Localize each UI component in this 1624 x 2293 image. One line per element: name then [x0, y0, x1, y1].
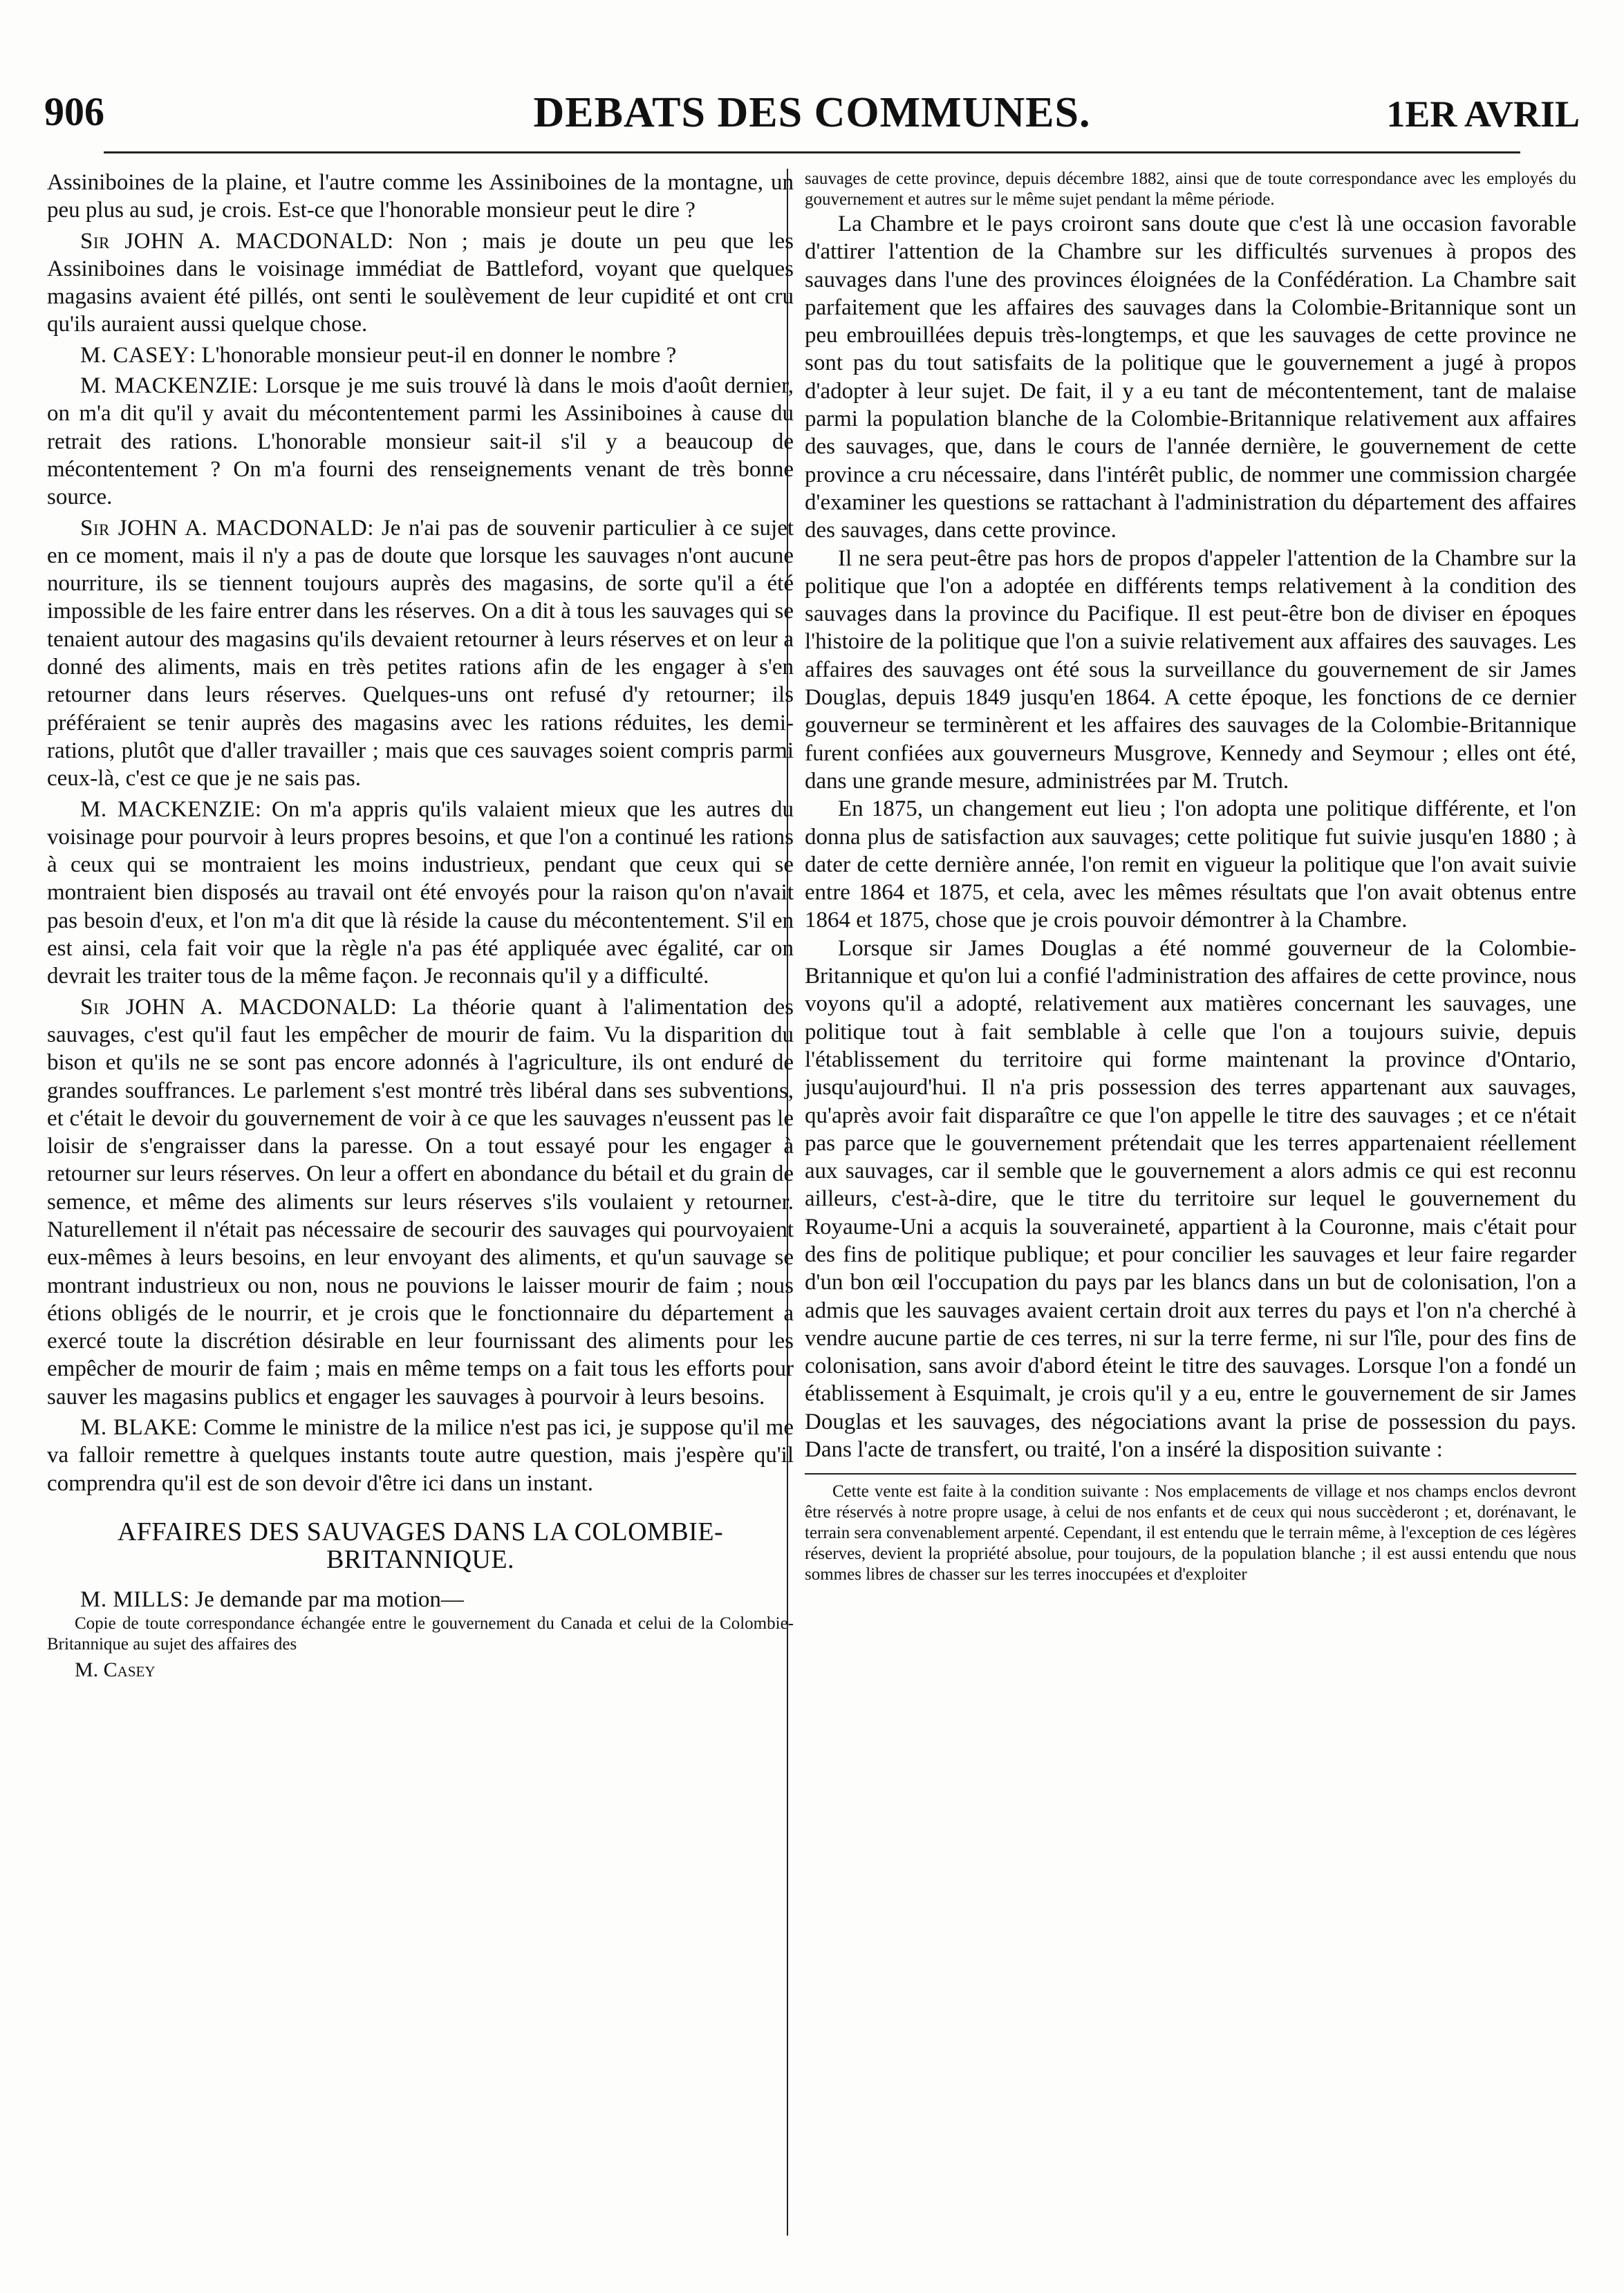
page-header — [44, 88, 1580, 144]
speech-text: : L'honorable monsieur peut-il en donner le nombre ? — [189, 342, 677, 368]
right-column — [805, 169, 1576, 1585]
page-date: 1ER AVRIL — [1386, 93, 1580, 135]
motion-continuation: sauvages de cette province, depuis décembre 1882, ainsi que de toute correspondance avec les employés du gouvernement et autres sur le même sujet pendant la même période. — [805, 169, 1576, 209]
section-heading: AFFAIRES DES SAUVAGES DANS LA COLOMBIE-BRITANNIQUE. — [117, 1517, 724, 1574]
motion-text: Copie de toute correspondance échangée entre le gouvernement du Canada et celui de la Colombie-Britannique au sujet des affaires des — [47, 1614, 794, 1654]
speech-text: : Comme le ministre de la milice n'est pas ici, je suppose qu'il me va falloir remettre à quelques instants toute autre question, mais j'espère qu'il comprendra qu'il est de son devoir d'être ici dans un instant. — [47, 1415, 794, 1496]
speech — [47, 993, 794, 1411]
speaker: M. MILLS — [80, 1587, 183, 1612]
header-rule — [104, 151, 1520, 153]
speaker: Sir JOHN A. MACDONALD — [80, 994, 391, 1020]
speech-text: : Je n'ai pas de souvenir particulier à ce sujet en ce moment, mais il n'y a pas de doute que lorsque les sauvages n'ont aucune nourriture, ils se tiennent toujours auprès des magasins, de sorte qu'il a été impossible de les faire entrer dans les réserves. On a dit à tous les sauvages qui se tenaient autour des magasins qu'ils devaient retourner à leurs réserves et on leur a donné des aliments, mais en très petites rations afin de les engager à s'en retourner dans leurs réserves. Quelques-uns ont refusé d'y retourner; ils préféraient se tenir auprès des magasins avec les rations réduites, les demi-rations, plutôt que d'aller travailler ; mais que ces sauvages soient compris parmi ceux-là, c'est ce que je ne sais pas. — [47, 515, 794, 792]
motion-signature: M. Casey — [75, 1658, 156, 1682]
speech — [47, 341, 794, 369]
speaker: Sir JOHN A. MACDONALD — [80, 515, 368, 541]
speech — [47, 372, 794, 511]
page-number: 906 — [44, 89, 104, 134]
speaker: M. MACKENZIE — [80, 373, 252, 399]
paragraph: Il ne sera peut-être pas hors de propos d'appeler l'attention de la Chambre sur la politique que l'on a adoptée en différents temps relativement à la condition des sauvages dans la province du Pacifique. Il est peut-être bon de diviser en époques l'histoire de la politique que l'on a suivie relativement aux affaires des sauvages. Les affaires des sauvages ont été sous la surveillance du gouvernement de sir James Douglas, depuis 1849 jusqu'en 1864. A cette époque, les fonctions de ce dernier gouverneur se terminèrent et les affaires des sauvages de la Colombie-Britannique furent confiées aux gouverneurs Musgrove, Kennedy and Seymour ; elles ont été, dans une grande mesure, administrées par M. Trutch. — [805, 545, 1576, 794]
speech-text: : On m'a appris qu'ils valaient mieux que les autres du voisinage pour pourvoir à leurs propres besoins, et que l'on a continué les rations à ceux qui se montraient les moins industrieux, pendant que ceux qui se montraient bien disposés au travail ont été envoyés pour la raison qu'on n'avait pas besoin d'eux, et l'on m'a dit que là réside la cause du mécontentement. S'il en est ainsi, cela fait voir que la règle n'a pas été appliquée avec égalité, car on devrait les traiter tous de la même façon. Je reconnais qu'il y a difficulté. — [47, 796, 794, 989]
page-title: DEBATS DES COMMUNES. — [533, 89, 1091, 136]
speaker: M. BLAKE — [80, 1415, 192, 1441]
treaty-quote: Cette vente est faite à la condition suivante : Nos emplacements de village et nos champs enclos devront être réservés à notre propre usage, à celui de nos enfants et de ceux qui nous succèderont ; et, dorénavant, le terrain sera convenablement arpenté. Cependant, il est entendu que le terrain même, à l'exception de ces légères réserves, devient la propriété absolue, pour toujours, de la population blanche ; il est aussi entendu que nous sommes libres de chasser sur les terres inoccupées et d'exploiter — [805, 1482, 1576, 1584]
speech-text: : Je demande par ma motion— — [183, 1587, 464, 1612]
speech-text: : Lorsque je me suis trouvé là dans le mois d'août dernier, on m'a dit qu'il y avait du mécontentement parmi les Assiniboines à cause du retrait des rations. L'honorable monsieur sait-il s'il y a beaucoup de mécontentement ? On m'a fourni des renseignements venant de très bonne source. — [47, 373, 794, 510]
paragraph: Assiniboines de la plaine, et l'autre comme les Assiniboines de la montagne, un peu plus au sud, je crois. Est-ce que l'honorable monsieur peut le dire ? — [47, 170, 794, 223]
left-column — [47, 169, 794, 1685]
speech — [47, 227, 794, 339]
speech — [47, 1414, 794, 1497]
paragraph: En 1875, un changement eut lieu ; l'on adopta une politique différente, et l'on donna plus de satisfaction aux sauvages; cette politique fut suivie jusqu'en 1880 ; à dater de cette dernière année, l'on remit en vigueur la politique que l'on avait suivie entre 1864 et 1875, et cela, avec les mêmes résultats que l'on avait obtenus entre 1864 et 1875, chose que je crois pouvoir démontrer à la Chambre. — [805, 796, 1576, 933]
speech-text: : Non ; mais je doute un peu que les Assiniboines dans le voisinage immédiat de Battleford, voyant que quelques magasins avaient été pillés, ont senti le soulèvement de leur cupidité et ont cru qu'ils auraient aussi quelque chose. — [47, 228, 794, 337]
speaker: Sir JOHN A. MACDONALD — [80, 228, 387, 254]
paragraph: La Chambre et le pays croiront sans doute que c'est là une occasion favorable d'attirer l'attention de la Chambre sur les difficultés survenues à propos des sauvages dans l'une des provinces éloignées de la Confédération. La Chambre sait parfaitement que les affaires des sauvages dans la Colombie-Britannique sont un peu embrouillées depuis très-longtemps, et que les sauvages de cette province ne sont pas du tout satisfaits de la politique que le gouvernement a jugé à propos d'adopter à leur sujet. De fait, il y a eu tant de mécontentement, tant de malaise parmi la population blanche de la Colombie-Britannique relativement aux affaires des sauvages, que, dans le cours de l'année dernière, le gouvernement de cette province a cru nécessaire, dans l'intérêt public, de nommer une commission chargée d'examiner les questions se rattachant à l'administration du département des affaires des sauvages, dans cette province. — [805, 212, 1576, 543]
speech-text: : La théorie quant à l'alimentation des sauvages, c'est qu'il faut les empêcher de mourir de faim. Vu la disparition du bison et qu'ils ne se sont pas encore adonnés à l'agriculture, ils ont enduré de grandes souffrances. Le parlement s'est montré très libéral dans ses subventions, et c'était le devoir du gouvernement de voir à ce que les sauvages n'eussent pas le loisir de s'engraisser dans la paresse. On a tout essayé pour les engager à retourner sur leurs réserves. On leur a offert en abondance du bétail et du grain de semence, et même des aliments sur leurs réserves s'ils voulaient y retourner. Naturellement il n'était pas nécessaire de secourir des sauvages qui pourvoyaient eux-mêmes à leurs besoins, en leur envoyant des aliments, et qu'un sauvage se montrant industrieux ou non, nous ne pouvions le laisser mourir de faim ; nous étions obligés de le nourrir, et je crois que le fonctionnaire du département a exercé toute la discrétion désirable en leur fournissant des aliments pour les empêcher de mourir de faim ; mais en même temps on a fait tous les efforts pour sauver les magasins publics et engager les sauvages à pourvoir à leurs besoins. — [47, 994, 794, 1410]
paragraph: Lorsque sir James Douglas a été nommé gouverneur de la Colombie-Britannique et qu'on lui a confié l'administration des affaires de cette province, nous voyons qu'il a adopté, relativement aux matières concernant les sauvages, une politique tout à fait semblable à celle que l'on a toujours suivie, depuis l'établissement du territoire qui forme maintenant la province d'Ontario, jusqu'aujourd'hui. Il n'a pris possession des terres appartenant aux sauvages, qu'après avoir fait disparaître ce que l'on appelle le titre des sauvages ; et ce n'était pas parce que le gouvernement prétendait que les terres appartenaient réellement aux sauvages, car il semble que le gouvernement a alors admis ce qui est reconnu ailleurs, c'est-à-dire, que le titre du territoire sur lequel le gouvernement du Royaume-Uni a acquis la souveraineté, appartient à la Couronne, mais c'était pour des fins de politique publique; et pour concilier les sauvages et leur faire regarder d'un bon œil l'occupation du pays par les blancs dans un but de colonisation, l'on a admis que les sauvages avaient certain droit aux terres du pays et l'on n'a cherché à vendre aucune partie de ces terres, ni sur la terre ferme, ni sur l'île, pour des fins de colonisation, sans avoir d'abord éteint le titre des sauvages. Lorsque l'on a fondé un établissement à Esquimalt, je crois qu'il y a eu, entre le gouvernement de sir James Douglas et les sauvages, des négociations avant la prise de possession du pays. Dans l'acte de transfert, ou traité, l'on a inséré la disposition suivante : — [805, 935, 1576, 1463]
speaker: M. MACKENZIE — [80, 796, 255, 822]
speaker: M. CASEY — [80, 342, 190, 368]
speech — [47, 796, 794, 991]
speech — [47, 1586, 794, 1613]
speech — [47, 514, 794, 793]
quote-rule — [805, 1473, 1576, 1475]
